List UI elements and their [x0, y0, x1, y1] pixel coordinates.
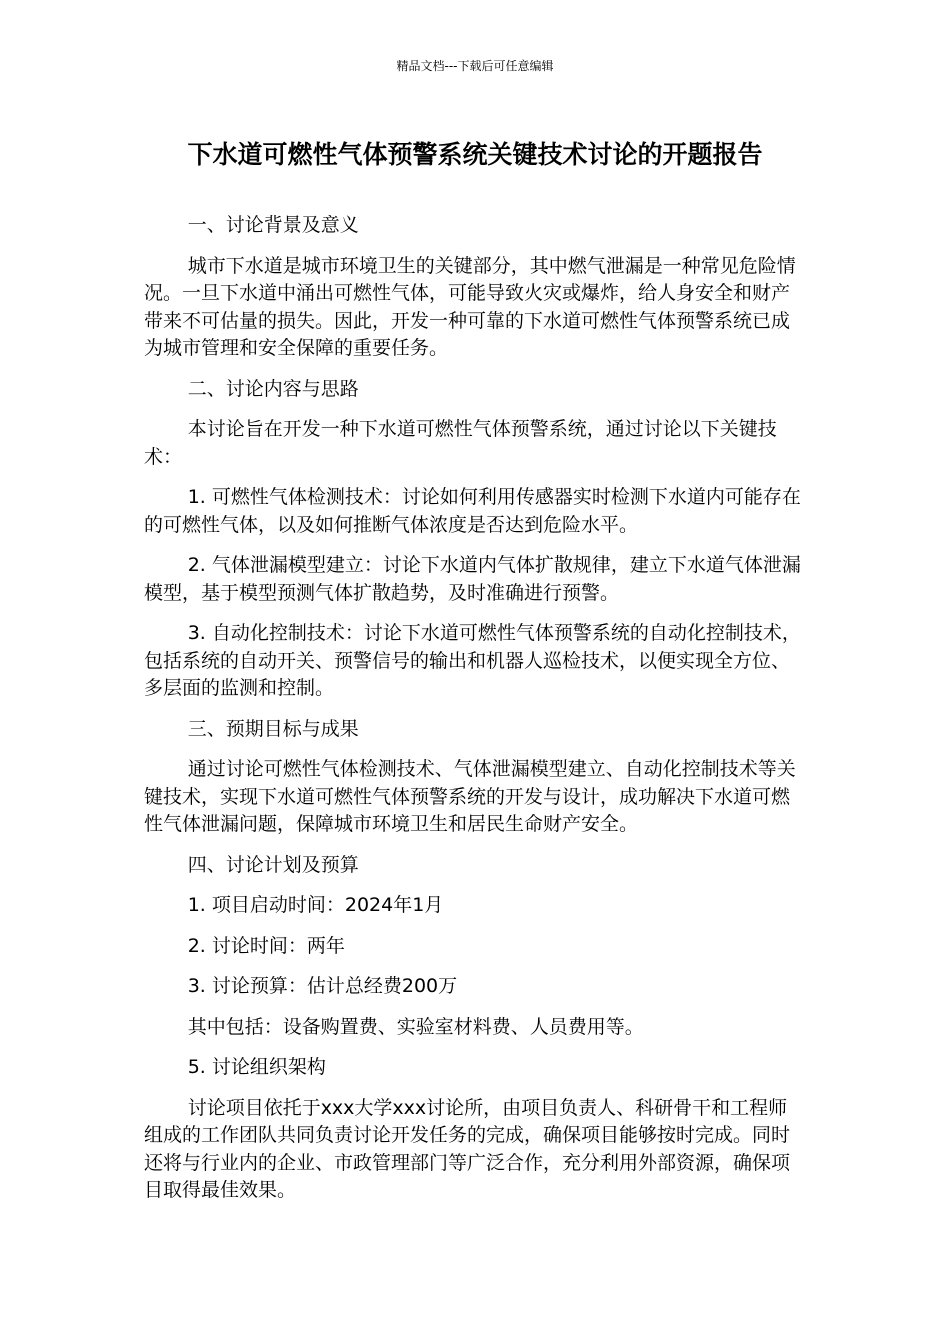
plan-item-duration: 2. 讨论时间：两年	[187, 934, 345, 957]
paragraph-goals: 通过讨论可燃性气体检测技术、气体泄漏模型建立、自动化控制技术等关键技术，实现下水道可燃性气体预警系统的开发与设计，成功解决下水道可燃性气体泄漏问题，保障城市环境卫生和居民生命财产安全。	[144, 758, 796, 835]
paragraph-background: 城市下水道是城市环境卫生的关键部分，其中燃气泄漏是一种常见危险情况。一旦下水道中涌出可燃性气体，可能导致火灾或爆炸，给人身安全和财产带来不可估量的损失。因此，开发一种可靠的下水道可燃性气体预警系统已成为城市管理和安全保障的重要任务。	[144, 254, 796, 359]
paragraph-organization: 讨论项目依托于xxx大学xxx讨论所，由项目负责人、科研骨干和工程师组成的工作团队共同负责讨论开发任务的完成，确保项目能够按时完成。同时还将与行业内的企业、市政管理部门等广泛合作，充分利用外部资源，确保项目取得最佳效果。	[144, 1096, 791, 1201]
plan-item-budget: 3. 讨论预算：估计总经费200万	[187, 975, 458, 997]
plan-item-start-time: 1. 项目启动时间：2024年1月	[187, 894, 444, 916]
plan-item-organization: 5. 讨论组织架构	[187, 1056, 326, 1078]
list-item-leak-model: 2. 气体泄漏模型建立：讨论下水道内气体扩散规律，建立下水道气体泄漏模型，基于模型预测气体扩散趋势，及时准确进行预警。	[144, 554, 801, 604]
list-item-detection: 1. 可燃性气体检测技术：讨论如何利用传感器实时检测下水道内可能存在的可燃性气体，以及如何推断气体浓度是否达到危险水平。	[144, 486, 801, 536]
document-body	[144, 212, 804, 1218]
section-heading-content: 二、讨论内容与思路	[187, 377, 359, 400]
section-heading-goals: 三、预期目标与成果	[187, 717, 359, 740]
paragraph-content-intro: 本讨论旨在开发一种下水道可燃性气体预警系统，通过讨论以下关键技术：	[144, 418, 777, 468]
header-note: 精品文档---下载后可任意编辑	[396, 59, 554, 73]
list-item-automation: 3. 自动化控制技术：讨论下水道可燃性气体预警系统的自动化控制技术，包括系统的自动开关、预警信号的输出和机器人巡检技术，以便实现全方位、多层面的监测和控制。	[144, 622, 801, 699]
document-title: 下水道可燃性气体预警系统关键技术讨论的开题报告	[187, 140, 763, 169]
section-heading-plan: 四、讨论计划及预算	[187, 853, 359, 876]
plan-item-budget-breakdown: 其中包括：设备购置费、实验室材料费、人员费用等。	[187, 1015, 644, 1038]
section-heading-background: 一、讨论背景及意义	[187, 214, 359, 236]
